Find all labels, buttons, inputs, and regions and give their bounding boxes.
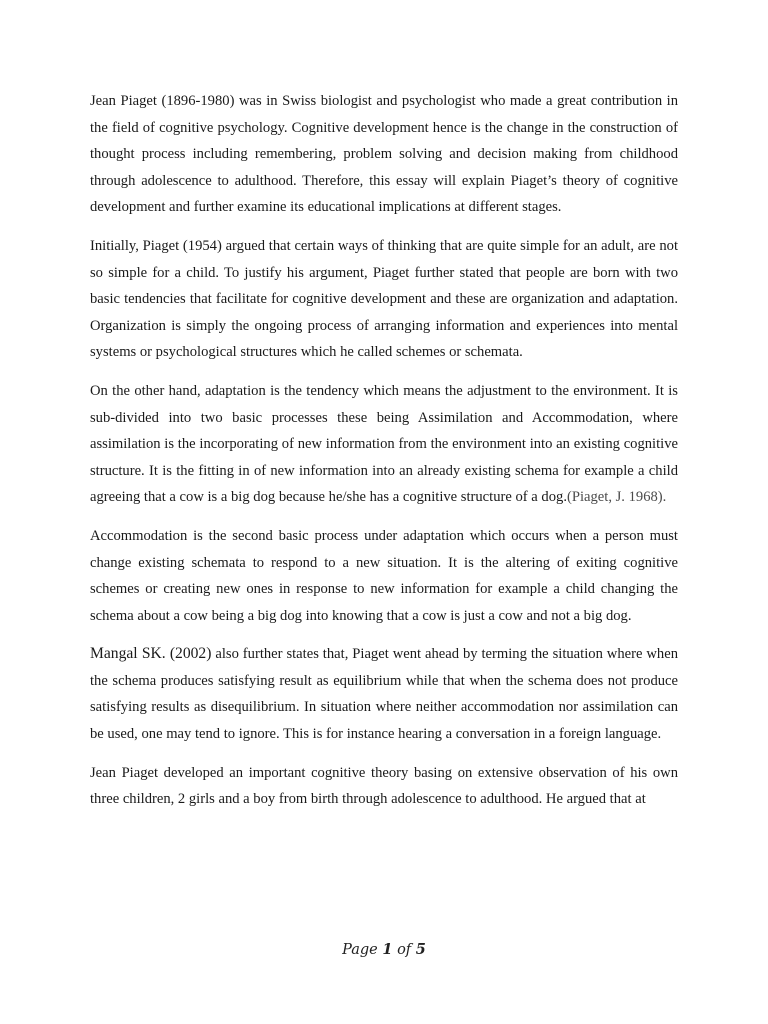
paragraph-3-text: On the other hand, adaptation is the tendency which means the adjustment to the environment. It is sub-divided into two basic processes these being Assimilation and Accommodation, where assimilation is the incorporating of new information from the environment into an existing cognitive structure. It is the fitting in of new information into an already existing schema for example a child agreeing that a cow is a big dog because he/she has a cognitive structure of a dog.	[90, 382, 678, 506]
paragraph-2-text: Initially, Piaget (1954) argued that certain ways of thinking that are quite simple for an adult, are not so simple for a child. To justify his argument, Piaget further stated that people are born with two basic tendencies that facilitate for cognitive development and these are organization and adaptation. Organization is simply the ongoing process of arranging information and experiences into mental systems or psychological structures which he called schemes or schemata.	[90, 237, 678, 361]
paragraph-2	[90, 233, 678, 366]
paragraph-6	[90, 760, 678, 813]
paragraph-4-text: Accommodation is the second basic process under adaptation which occurs when a person must change existing schemata to respond to a new situation. It is the altering of exiting cognitive schemes or creating new ones in response to new information for example a child changing the schema about a cow being a big dog into knowing that a cow is just a cow and not a big dog.	[90, 527, 678, 624]
page-footer	[0, 941, 768, 958]
paragraph-3	[90, 378, 678, 511]
paragraph-1	[90, 88, 678, 221]
paragraph-3-citation: (Piaget, J. 1968).	[566, 489, 667, 506]
document-body	[90, 88, 678, 825]
page-word: Page	[342, 942, 378, 958]
of-word: of	[397, 942, 412, 958]
paragraph-5-text: also further states that, Piaget went ahead by terming the situation where when the schema produces satisfying result as equilibrium while that when the schema does not produce satisfying results as disequilibrium. In situation where neither accommodation nor assimilation can be used, one may tend to ignore. This is for instance hearing a conversation in a foreign language.	[90, 646, 678, 743]
paragraph-4	[90, 523, 678, 629]
paragraph-5-lead: Mangal SK. (2002)	[90, 645, 212, 663]
paragraph-1-text: Jean Piaget (1896-1980) was in Swiss biologist and psychologist who made a great contribution in the field of cognitive psychology. Cognitive development hence is the change in the construction of thought process including remembering, problem solving and decision making from childhood through adolescence to adulthood. Therefore, this essay will explain Piaget’s theory of cognitive development and further examine its educational implications at different stages.	[90, 93, 678, 216]
paragraph-6-text: Jean Piaget developed an important cognitive theory basing on extensive observation of his own three children, 2 girls and a boy from birth through adolescence to adulthood. He argued that at	[90, 764, 678, 808]
page-number: 1	[382, 941, 393, 958]
paragraph-5	[90, 641, 678, 747]
total-pages: 5	[415, 941, 426, 958]
